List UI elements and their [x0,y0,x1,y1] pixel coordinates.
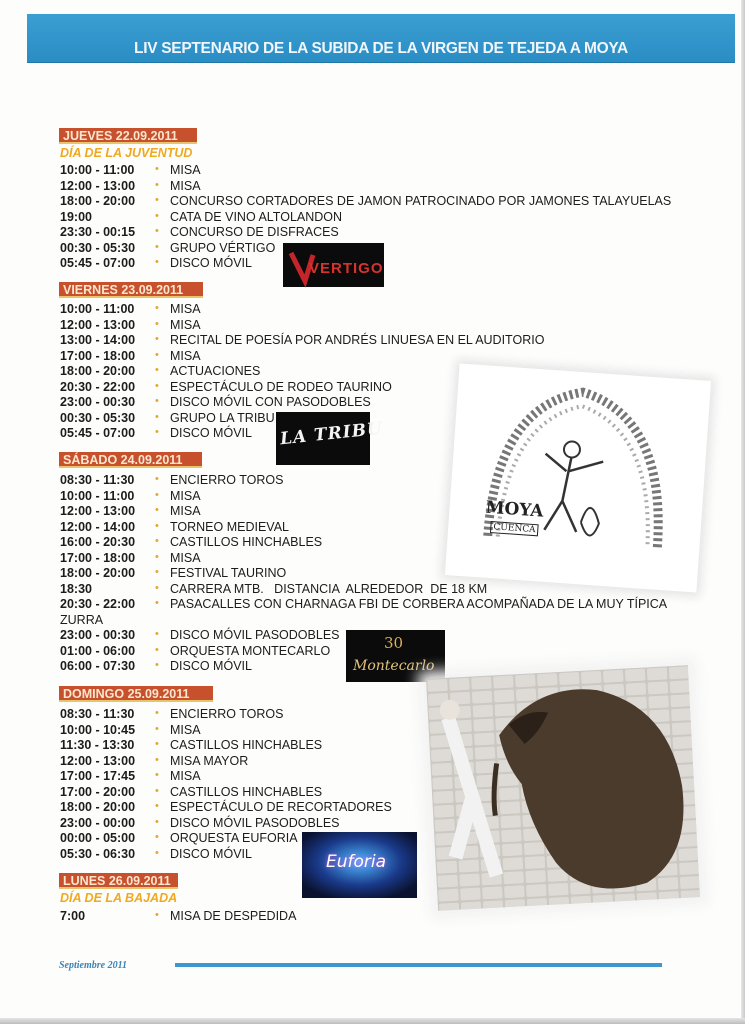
schedule-row [60,754,700,770]
event-time: 17:00 - 17:45 [60,769,136,783]
event-time: 23:00 - 00:30 [60,628,136,642]
event-name: CATA DE VINO ALTOLANDON [170,209,343,224]
schedule-row [60,179,700,195]
schedule-row [60,520,700,536]
event-name: ESPECTÁCULO DE RECORTADORES [170,800,392,814]
event-time: 00:30 - 05:30 [60,240,136,255]
euforia-logo-text: Euforia [326,852,387,872]
bullet-icon: • [155,659,159,671]
day-subtitle-jueves: DÍA DE LA JUVENTUD [60,146,193,160]
event-name: MISA [170,722,201,737]
schedule-row [60,349,700,365]
bullet-icon: • [155,473,159,485]
event-time: 10:00 - 11:00 [60,302,135,316]
event-name: CONCURSO DE DISFRACES [170,225,339,239]
event-name: MISA [170,488,201,503]
event-name: MISA [170,317,201,332]
la-tribu-logo-text: LA TRIBU [279,418,384,450]
event-name: MISA [170,163,201,177]
event-time: 23:00 - 00:00 [60,815,136,830]
event-time: 10:00 - 10:45 [60,722,136,737]
bullet-icon: • [155,707,159,719]
bullet-icon: • [155,815,159,828]
event-name: MISA [170,348,201,363]
event-name: CASTILLOS HINCHABLES [170,784,323,799]
bullet-icon: • [155,784,159,797]
schedule-row [60,318,700,334]
footer-divider [175,963,662,967]
event-name: FESTIVAL TAURINO [170,566,287,580]
event-name: ORQUESTA EUFORIA [170,831,298,845]
event-name: ENCIERRO TOROS [170,473,284,487]
event-time: 05:45 - 07:00 [60,426,136,440]
bullet-icon: • [155,194,159,206]
event-time: 06:00 - 07:30 [60,659,136,673]
event-name: ORQUESTA MONTECARLO [170,643,331,658]
schedule-row [60,738,700,754]
day-tag-sabado: SÁBADO 24.09.2011 [59,452,202,468]
event-name: CONCURSO CORTADORES DE JAMON PATROCINADO POR JAMONES TALAYUELAS [170,194,672,208]
bullet-icon: • [155,426,159,438]
schedule-row [60,785,700,801]
bullet-icon: • [155,317,159,330]
event-time: 00:00 - 05:00 [60,831,136,845]
footer-date: Septiembre 2011 [59,960,128,971]
schedule-row [60,302,700,318]
bullet-icon: • [155,225,159,237]
bullet-icon: • [155,769,159,781]
page-edge [741,0,745,1024]
bullet-icon: • [155,550,159,563]
event-time: 12:00 - 13:00 [60,504,136,518]
event-time: 18:00 - 20:00 [60,566,136,580]
event-name: CASTILLOS HINCHABLES [170,738,323,752]
event-time: 20:30 - 22:00 [60,379,136,394]
event-name: MISA [170,550,201,565]
la-tribu-logo [276,412,384,465]
day-tag-viernes: VIERNES 23.09.2011 [59,282,203,298]
event-name: PASACALLES CON CHARNAGA FBI DE CORBERA ACOMPAÑADA DE LA MUY TÍPICA [170,597,668,611]
event-name: MISA DE DESPEDIDA [170,909,297,923]
event-name: DISCO MÓVIL [170,426,252,440]
event-time: 16:00 - 20:30 [60,535,136,549]
event-name: GRUPO VÉRTIGO [170,240,276,255]
event-name: ACTUACIONES [170,364,261,378]
bullet-icon: • [155,753,159,766]
bullet-icon: • [155,364,159,376]
bullet-icon: • [155,348,159,361]
schedule-row [60,816,700,832]
vertigo-logo [283,243,384,287]
schedule-row [60,225,700,241]
event-time: 18:00 - 20:00 [60,364,136,378]
bullet-icon: • [155,504,159,516]
event-time: 17:00 - 20:00 [60,784,136,799]
event-time: 11:30 - 13:30 [60,738,135,752]
bullet-icon: • [155,566,159,578]
moya-card-subtitle: CUENCA [490,521,539,536]
schedule-row [60,551,700,567]
schedule-row [60,504,700,520]
event-time: 7:00 [60,909,86,923]
event-name: ENCIERRO TOROS [170,707,284,721]
bullet-icon: • [155,738,159,750]
event-time: 00:30 - 05:30 [60,410,136,425]
event-name: MISA [170,178,201,193]
schedule-row-continuation [60,613,700,629]
schedule-row [60,909,700,925]
bullet-icon: • [155,240,159,253]
event-time: 17:00 - 18:00 [60,348,136,363]
event-name: DISCO MÓVIL PASODOBLES [170,628,340,642]
event-name: DISCO MÓVIL [170,659,252,673]
event-name: DISCO MÓVIL [170,846,252,861]
event-time: 18:00 - 20:00 [60,194,136,208]
event-name: TORNEO MEDIEVAL [170,519,290,534]
page-title: LIV SEPTENARIO DE LA SUBIDA DE LA VIRGEN DE TEJEDA A MOYA [134,40,628,57]
bullet-icon: • [155,178,159,191]
bullet-icon: • [155,909,159,921]
montecarlo-years: 30 [384,634,404,652]
event-name: GRUPO LA TRIBU [170,410,275,425]
schedule-row [60,473,700,489]
bullet-icon: • [155,395,159,407]
day-tag-jueves: JUEVES 22.09.2011 [59,128,197,144]
event-time: 12:00 - 13:00 [60,317,136,332]
event-time: 12:00 - 13:00 [60,753,136,768]
event-time: 12:00 - 13:00 [60,178,136,193]
schedule-row [60,800,700,816]
event-time: 08:30 - 11:30 [60,707,135,721]
header-banner [27,14,735,62]
bullet-icon: • [155,163,159,175]
event-time: 10:00 - 11:00 [60,488,135,503]
schedule-row [60,333,700,349]
event-name: MISA [170,769,201,783]
event-time: 23:00 - 00:30 [60,395,136,409]
euforia-logo [302,832,417,898]
event-time: 18:00 - 20:00 [60,800,136,814]
montecarlo-logo-text: Montecarlo [353,658,435,674]
event-time: 12:00 - 14:00 [60,519,136,534]
event-name: DISCO MÓVIL [170,256,252,270]
bullet-icon: • [155,643,159,656]
bullet-icon: • [155,302,159,314]
bullet-icon: • [155,722,159,735]
bullet-icon: • [155,628,159,640]
bullet-icon: • [155,800,159,812]
schedule-row [60,707,700,723]
bullet-icon: • [155,535,159,547]
schedule-row [60,566,700,582]
montecarlo-logo [346,630,445,682]
bullet-icon: • [155,519,159,532]
bottom-edge [0,1018,745,1024]
event-time: 08:30 - 11:30 [60,473,135,487]
event-time: 05:30 - 06:30 [60,846,136,861]
event-name: MISA [170,504,201,518]
schedule-row [60,489,700,505]
moya-card-title: MOYA [485,497,545,522]
schedule-row [60,194,700,210]
day-tag-domingo: DOMINGO 25.09.2011 [59,686,213,702]
event-time: 10:00 - 11:00 [60,163,135,177]
bullet-icon: • [155,831,159,843]
event-name: CARRERA MTB. DISTANCIA ALREDEDOR DE 18 KM [170,581,488,596]
event-time: 19:00 [60,209,92,224]
event-name: DISCO MÓVIL PASODOBLES [170,815,340,830]
event-time: 17:00 - 18:00 [60,550,136,565]
event-time: 13:00 - 14:00 [60,333,136,347]
event-time: 01:00 - 06:00 [60,643,136,658]
bullet-icon: • [155,209,159,222]
day-tag-lunes: LUNES 26.09.2011 [59,873,178,889]
day-subtitle-lunes: DÍA DE LA BAJADA [60,891,178,905]
schedule-row [60,723,700,739]
bullet-icon: • [155,379,159,392]
bullet-icon: • [155,846,159,859]
event-time: 05:45 - 07:00 [60,256,136,270]
event-name: DISCO MÓVIL CON PASODOBLES [170,395,371,409]
bullet-icon: • [155,333,159,345]
bullet-icon: • [155,488,159,501]
bullet-icon: • [155,256,159,268]
event-name: RECITAL DE POESÍA POR ANDRÉS LINUESA EN EL AUDITORIO [170,333,545,347]
event-time: 23:30 - 00:15 [60,225,136,239]
event-name: MISA [170,302,201,316]
schedule-row [60,535,700,551]
bullet-icon: • [155,581,159,594]
schedule-row [60,597,700,613]
vertigo-logo-text: VERTIGO [309,260,384,277]
event-name: ESPECTÁCULO DE RODEO TAURINO [170,379,392,394]
bullet-icon: • [155,597,159,609]
event-time: 20:30 - 22:00 [60,597,136,611]
schedule-row [60,163,700,179]
event-name: MISA MAYOR [170,753,249,768]
event-continuation: ZURRA [60,612,104,627]
bullet-icon: • [155,410,159,423]
schedule-row [60,210,700,226]
event-name: CASTILLOS HINCHABLES [170,535,323,549]
schedule-row [60,582,700,598]
schedule-row [60,769,700,785]
event-time: 18:30 [60,581,92,596]
